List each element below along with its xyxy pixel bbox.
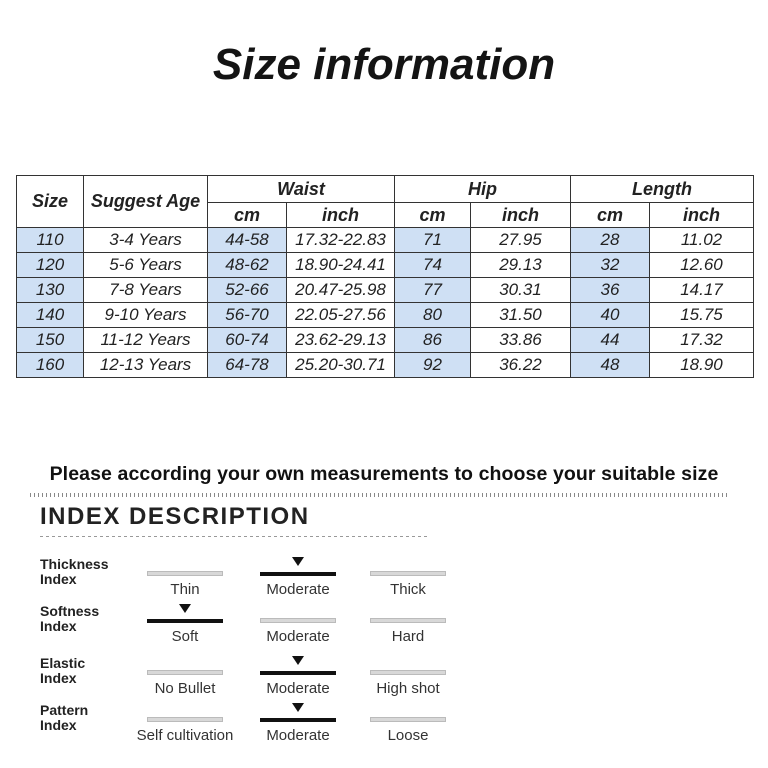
- index-option-label: Hard: [391, 628, 425, 645]
- dashed-divider: [40, 536, 428, 537]
- cell-size: 160: [17, 353, 84, 378]
- cell-length-inch: 11.02: [650, 228, 754, 253]
- index-bar: [147, 571, 223, 576]
- index-option-label: Moderate: [266, 680, 330, 697]
- cell-waist-cm: 44-58: [208, 228, 287, 253]
- cell-hip-cm: 86: [395, 328, 471, 353]
- header-length: Length: [571, 176, 754, 203]
- cell-hip-cm: 71: [395, 228, 471, 253]
- cell-length-cm: 36: [571, 278, 650, 303]
- table-header-row: [17, 176, 754, 203]
- index-option-label: No Bullet: [154, 680, 216, 697]
- index-bar: [147, 717, 223, 722]
- dotted-divider: [30, 493, 730, 497]
- index-option-label: Loose: [387, 727, 429, 744]
- index-option: [120, 557, 250, 607]
- index-label-line2: Index: [40, 717, 77, 733]
- index-bar: [147, 670, 223, 675]
- index-bar-selected: [260, 572, 336, 576]
- header-waist: Waist: [208, 176, 395, 203]
- index-option: [120, 604, 250, 654]
- cell-hip-inch: 33.86: [471, 328, 571, 353]
- header-waist-cm: cm: [208, 203, 287, 228]
- header-length-cm: cm: [571, 203, 650, 228]
- cell-hip-inch: 30.31: [471, 278, 571, 303]
- index-option: [120, 703, 250, 753]
- index-bar: [370, 670, 446, 675]
- index-option: [343, 656, 473, 706]
- cell-hip-inch: 36.22: [471, 353, 571, 378]
- cell-hip-inch: 27.95: [471, 228, 571, 253]
- size-table-body: [17, 228, 754, 378]
- measurement-note: Please according your own measurements to choose your suitable size: [49, 463, 719, 485]
- index-bar: [370, 571, 446, 576]
- cell-size: 140: [17, 303, 84, 328]
- cell-length-cm: 28: [571, 228, 650, 253]
- index-bar-selected: [260, 718, 336, 722]
- index-bar: [370, 618, 446, 623]
- index-option-label: Moderate: [266, 727, 330, 744]
- cell-size: 110: [17, 228, 84, 253]
- size-table: [16, 175, 754, 378]
- index-option-label: Self cultivation: [136, 727, 234, 744]
- triangle-down-icon: [179, 604, 191, 613]
- header-length-inch: inch: [650, 203, 754, 228]
- cell-hip-inch: 31.50: [471, 303, 571, 328]
- index-option-label: Moderate: [266, 581, 330, 598]
- index-bar-selected: [260, 671, 336, 675]
- index-label-line2: Index: [40, 670, 77, 686]
- cell-length-inch: 18.90: [650, 353, 754, 378]
- triangle-down-icon: [292, 557, 304, 566]
- header-size: Size: [17, 176, 84, 228]
- table-row: [17, 228, 754, 253]
- cell-age: 12-13 Years: [84, 353, 208, 378]
- index-option: [343, 703, 473, 753]
- cell-waist-inch: 18.90-24.41: [287, 253, 395, 278]
- cell-hip-cm: 77: [395, 278, 471, 303]
- header-waist-inch: inch: [287, 203, 395, 228]
- table-row: [17, 328, 754, 353]
- index-row: [0, 656, 768, 706]
- table-row: [17, 278, 754, 303]
- cell-size: 150: [17, 328, 84, 353]
- cell-hip-cm: 80: [395, 303, 471, 328]
- index-option-label: Moderate: [266, 628, 330, 645]
- cell-length-inch: 14.17: [650, 278, 754, 303]
- index-row: [0, 703, 768, 753]
- cell-age: 11-12 Years: [84, 328, 208, 353]
- index-option: [343, 557, 473, 607]
- index-row: [0, 604, 768, 654]
- index-bar: [260, 618, 336, 623]
- index-label-line1: Elastic: [40, 655, 86, 671]
- index-description-title: INDEX DESCRIPTION: [40, 503, 310, 530]
- cell-waist-cm: 52-66: [208, 278, 287, 303]
- table-row: [17, 353, 754, 378]
- cell-waist-inch: 20.47-25.98: [287, 278, 395, 303]
- cell-age: 3-4 Years: [84, 228, 208, 253]
- index-option-label: Soft: [171, 628, 199, 645]
- index-bar: [370, 717, 446, 722]
- cell-length-cm: 48: [571, 353, 650, 378]
- page-title: Size information: [212, 40, 556, 89]
- cell-length-cm: 40: [571, 303, 650, 328]
- index-label-line1: Softness: [40, 603, 100, 619]
- cell-waist-inch: 25.20-30.71: [287, 353, 395, 378]
- index-label-line2: Index: [40, 571, 77, 587]
- index-label-line2: Index: [40, 618, 77, 634]
- table-row: [17, 303, 754, 328]
- cell-length-inch: 12.60: [650, 253, 754, 278]
- cell-waist-inch: 23.62-29.13: [287, 328, 395, 353]
- index-option-label: Thin: [170, 581, 200, 598]
- index-label-line1: Pattern: [40, 702, 89, 718]
- cell-waist-inch: 22.05-27.56: [287, 303, 395, 328]
- cell-length-inch: 15.75: [650, 303, 754, 328]
- cell-age: 9-10 Years: [84, 303, 208, 328]
- cell-waist-cm: 64-78: [208, 353, 287, 378]
- cell-length-cm: 32: [571, 253, 650, 278]
- index-option-label: Thick: [390, 581, 426, 598]
- cell-waist-inch: 17.32-22.83: [287, 228, 395, 253]
- cell-age: 7-8 Years: [84, 278, 208, 303]
- cell-hip-inch: 29.13: [471, 253, 571, 278]
- index-bar-selected: [147, 619, 223, 623]
- cell-hip-cm: 74: [395, 253, 471, 278]
- cell-waist-cm: 60-74: [208, 328, 287, 353]
- table-row: [17, 253, 754, 278]
- cell-age: 5-6 Years: [84, 253, 208, 278]
- index-label-line1: Thickness: [40, 556, 109, 572]
- index-option: [120, 656, 250, 706]
- index-option-label: High shot: [376, 680, 440, 697]
- header-hip: Hip: [395, 176, 571, 203]
- header-hip-cm: cm: [395, 203, 471, 228]
- cell-hip-cm: 92: [395, 353, 471, 378]
- triangle-down-icon: [292, 656, 304, 665]
- cell-size: 120: [17, 253, 84, 278]
- cell-size: 130: [17, 278, 84, 303]
- triangle-down-icon: [292, 703, 304, 712]
- cell-waist-cm: 48-62: [208, 253, 287, 278]
- index-option: [343, 604, 473, 654]
- cell-waist-cm: 56-70: [208, 303, 287, 328]
- header-age: Suggest Age: [84, 176, 208, 228]
- cell-length-inch: 17.32: [650, 328, 754, 353]
- index-row: [0, 557, 768, 607]
- header-hip-inch: inch: [471, 203, 571, 228]
- cell-length-cm: 44: [571, 328, 650, 353]
